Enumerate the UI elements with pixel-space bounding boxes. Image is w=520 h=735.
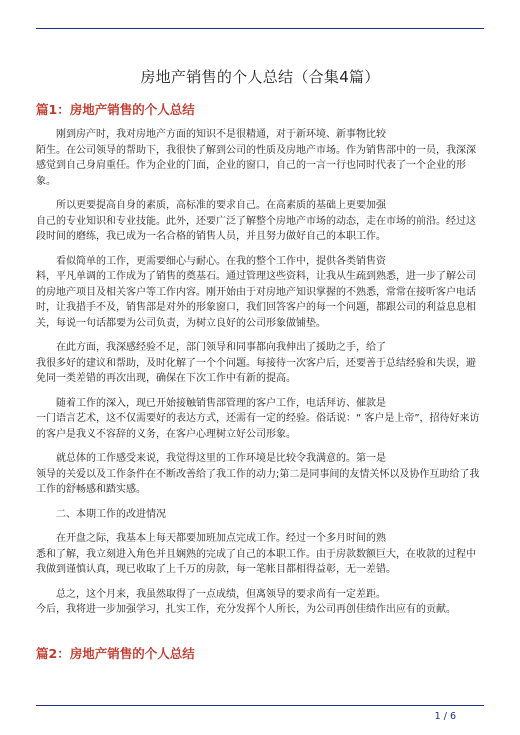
- paragraph: [36, 396, 484, 443]
- paragraph-first-line: 刚到房产时，我对房地产方面的知识不是很精通，对于新环境、新事物比较: [56, 129, 386, 140]
- paragraph: [36, 587, 484, 618]
- top-rule: [36, 28, 484, 29]
- paragraph-first-line: 就总体的工作感受来说，我觉得这里的工作环境是比较令我满意的。第一是: [56, 453, 386, 464]
- paragraph-first-line: 随着工作的深入，现已开始接触销售部管理的客户工作，电话拜访、催款是: [56, 397, 386, 409]
- paragraph-first-line: 在开盘之际，我基本上每天都要加班加点完成工作。经过一个多月时间的熟: [56, 533, 386, 544]
- subheading: [36, 507, 484, 523]
- document-title: 房地产销售的个人总结（合集4篇）: [140, 68, 380, 86]
- paragraph-text: 我很多好的建议和帮助，及时化解了一个个问题。每接待一次客户后，还要善于总结经验和失误，避免同一类差错的再次出现，确保在下次工作中有新的提高。: [36, 357, 476, 384]
- paragraph-text: 悉和了解，我立刻进入角色并且娴熟的完成了自己的本职工作。由于房款数额巨大，在收款的过程中我做到谨慎认真，现已收取了上千万的房款，每一笔帐目都相得益彰，无一差错。: [36, 548, 476, 575]
- subheading-text: 二、本期工作的改进情况: [56, 508, 166, 520]
- paragraph-text: 自己的专业知识和专业技能。此外，还要广泛了解整个房地产市场的动态，走在市场的前沿。经过这段时间的磨练，我已成为一名合格的销售人员，并且努力做好自己的本职工作。: [36, 215, 476, 242]
- document-body: [36, 127, 484, 618]
- paragraph-first-line: 所以更要提高自身的素质，高标准的要求自己。在高素质的基础上更要加强: [56, 200, 386, 211]
- paragraph: [36, 254, 484, 332]
- section-heading-1: 篇1：房地产销售的个人总结: [36, 102, 195, 117]
- paragraph: [36, 340, 484, 387]
- paragraph-text: 一门语言艺术，这不仅需要好的表达方式，还需有一定的经验。俗话说：“ 客户是上帝”，招待好来访的客户是我义不容辞的义务，在客户心理树立好公司形象。: [36, 413, 480, 440]
- paragraph-first-line: 在此方面，我深感经验不足，部门领导和同事都向我伸出了援助之手，给了: [56, 342, 386, 353]
- paragraph: [36, 127, 484, 189]
- paragraph: [36, 451, 484, 498]
- paragraph-text: 领导的关爱以及工作条件在不断改善给了我工作的动力;第二是同事间的友情关怀以及协作互助给了我工作的舒畅感和踏实感。: [36, 468, 480, 495]
- paragraph-text: 料，平凡单调的工作成为了销售的奠基石。通过管理这些资料，让我从生疏到熟悉，进一步了解公司的房地产项目及相关客户等工作内容。刚开始由于对房地产知识掌握的不熟悉，常常在接听客户电话时，让我措手不及，销售部是对外的形象窗口，我们回答客户的每一个问题，都跟公司的利益息息相关，每说一句话都要为公司负责，为树立良好的公司形象做铺垫。: [36, 271, 476, 329]
- paragraph-text: 今后，我将进一步加强学习，扎实工作，充分发挥个人所长，为公司再创佳绩作出应有的贡献。: [36, 604, 456, 615]
- section-heading-2: 篇2：房地产销售的个人总结: [36, 646, 195, 661]
- paragraph-first-line: 总之，这个月来，我虽然取得了一点成绩，但离领导的要求尚有一定差距。: [56, 588, 386, 600]
- paragraph: [36, 531, 484, 578]
- paragraph-first-line: 看似简单的工作，更需要细心与耐心。在我的整个工作中，提供各类销售资: [56, 255, 386, 267]
- paragraph-text: 陌生。在公司领导的帮助下，我很快了解到公司的性质及房地产市场。作为销售部中的一员，我深深感觉到自己身肩重任。作为企业的门面，企业的窗口，自己的一言一行也同时代表了一个企业的形象。: [36, 144, 476, 187]
- bottom-rule: [36, 705, 484, 706]
- page-number: 1 / 6: [434, 711, 456, 722]
- paragraph: [36, 198, 484, 245]
